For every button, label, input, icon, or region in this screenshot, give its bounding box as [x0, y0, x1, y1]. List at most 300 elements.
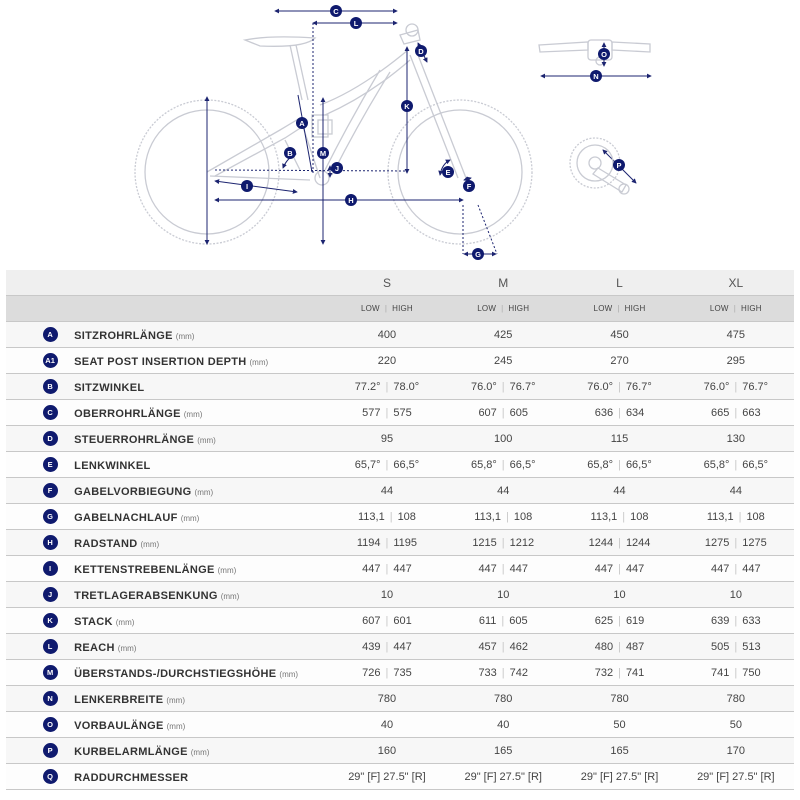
- value-cell: [329, 374, 445, 400]
- low-value: 10: [497, 588, 510, 601]
- value-cell: [329, 400, 445, 426]
- row-label: LENKWINKEL: [74, 459, 151, 472]
- high-value: 66,5°: [625, 458, 652, 471]
- value-cell: [561, 660, 677, 686]
- low-value: 44: [380, 484, 394, 497]
- separator: |: [501, 380, 505, 393]
- low-value: 447: [362, 562, 381, 575]
- separator: |: [385, 458, 389, 471]
- low-value: 425: [494, 328, 513, 341]
- diagram-badge-m: [317, 147, 329, 159]
- dimension-badge: P: [43, 743, 58, 758]
- separator: |: [618, 614, 621, 627]
- row-label-cell: [74, 374, 329, 400]
- value-cell: [445, 634, 561, 660]
- table-row: [6, 738, 794, 764]
- row-label-cell: [74, 660, 329, 686]
- high-value: 66,5°: [393, 458, 420, 471]
- row-label-cell: [74, 738, 329, 764]
- value-cell: [329, 530, 445, 556]
- svg-text:E: E: [445, 167, 451, 177]
- badge-cell: [6, 660, 74, 686]
- low-value: 65,8°: [587, 458, 614, 471]
- value-cell: [445, 764, 561, 790]
- high-value: 108: [746, 510, 765, 523]
- high-label: HIGH: [740, 304, 762, 313]
- table-row: [6, 634, 794, 660]
- low-value: 10: [380, 588, 394, 601]
- low-value: 115: [610, 432, 629, 445]
- badge-cell: [6, 400, 74, 426]
- high-value: 487: [625, 640, 645, 653]
- separator: |: [734, 640, 738, 653]
- high-value: 66,5°: [509, 458, 536, 471]
- value-cell: [561, 348, 677, 374]
- row-unit: (mm): [117, 643, 137, 653]
- low-value: 665: [711, 406, 730, 419]
- row-label: VORBAULÄNGE: [74, 719, 164, 732]
- row-label: STEUERROHRLÄNGE: [74, 433, 195, 446]
- value-cell: [329, 426, 445, 452]
- badge-cell: [6, 530, 74, 556]
- high-value: 447: [509, 562, 529, 575]
- row-unit: (mm): [183, 409, 203, 419]
- table-row: [6, 712, 794, 738]
- low-value: 29" [F] 27.5" [R]: [464, 770, 542, 783]
- low-value: 50: [613, 718, 626, 731]
- value-cell: [678, 400, 794, 426]
- badge-cell: [6, 556, 74, 582]
- row-label-cell: [74, 530, 329, 556]
- low-label: LOW: [360, 304, 380, 313]
- value-cell: [329, 712, 445, 738]
- high-value: 447: [393, 640, 412, 653]
- dimension-badge: L: [43, 639, 58, 654]
- value-cell: [329, 738, 445, 764]
- value-cell: [561, 426, 677, 452]
- value-cell: [329, 764, 445, 790]
- low-value: 457: [478, 640, 497, 653]
- low-value: 76.0°: [587, 380, 614, 393]
- high-value: 108: [630, 510, 649, 523]
- value-cell: [678, 426, 794, 452]
- separator: |: [385, 666, 389, 679]
- value-cell: [329, 322, 445, 348]
- row-label-cell: [74, 504, 329, 530]
- high-value: 735: [393, 666, 412, 679]
- separator: |: [618, 458, 621, 471]
- value-cell: [678, 374, 794, 400]
- high-value: 108: [513, 510, 533, 523]
- value-cell: [445, 582, 561, 608]
- table-row: [6, 348, 794, 374]
- dimension-badge: C: [43, 405, 58, 420]
- value-cell: [329, 452, 445, 478]
- row-label-cell: [74, 426, 329, 452]
- table-row: [6, 608, 794, 634]
- badge-cell: [6, 608, 74, 634]
- diagram-badge-g: [472, 248, 484, 260]
- low-value: 44: [613, 484, 626, 497]
- dimension-badge: G: [43, 509, 58, 524]
- svg-text:O: O: [601, 49, 607, 59]
- dimension-badge: M: [43, 665, 58, 680]
- value-cell: [329, 686, 445, 712]
- value-cell: [445, 556, 561, 582]
- high-label: HIGH: [508, 304, 530, 313]
- high-value: 605: [509, 406, 529, 419]
- diagram-badge-e: [442, 166, 454, 178]
- table-row: [6, 660, 794, 686]
- diagram-badge-i: [241, 180, 253, 192]
- low-value: 577: [362, 406, 381, 419]
- high-value: 741: [625, 666, 645, 679]
- svg-text:A: A: [299, 118, 305, 128]
- high-label: HIGH: [392, 304, 413, 313]
- dimension-badge: A: [43, 327, 58, 342]
- low-value: 76.0°: [470, 380, 497, 393]
- row-unit: (mm): [217, 565, 237, 575]
- high-value: 447: [625, 562, 645, 575]
- diagram-badge-p: [613, 159, 625, 171]
- low-value: 100: [494, 432, 513, 445]
- separator: |: [734, 406, 738, 419]
- diagram-badge-a: [296, 117, 308, 129]
- separator: |: [385, 380, 389, 393]
- value-cell: [561, 738, 677, 764]
- diagram-badge-h: [345, 194, 357, 206]
- table-row: [6, 504, 794, 530]
- value-cell: [678, 712, 794, 738]
- low-high-header-row: [6, 296, 794, 322]
- value-cell: [561, 764, 677, 790]
- low-value: 165: [610, 744, 629, 757]
- low-value: 607: [478, 406, 497, 419]
- value-cell: [678, 452, 794, 478]
- row-label: KURBELARMLÄNGE: [74, 745, 188, 758]
- diagram-badge-d: [415, 45, 427, 57]
- table-row: [6, 556, 794, 582]
- value-cell: [329, 348, 445, 374]
- low-value: 639: [711, 614, 730, 627]
- svg-text:L: L: [353, 18, 359, 28]
- high-value: 447: [393, 562, 412, 575]
- high-value: 1195: [393, 536, 418, 549]
- low-value: 130: [726, 432, 745, 445]
- value-cell: [678, 322, 794, 348]
- separator: |: [501, 666, 505, 679]
- badge-cell: [6, 738, 74, 764]
- dimension-badge: F: [43, 483, 58, 498]
- low-value: 447: [711, 562, 730, 575]
- svg-text:H: H: [348, 195, 354, 205]
- diagram-badge-c: [330, 5, 342, 17]
- svg-text:F: F: [466, 181, 472, 191]
- low-value: 95: [380, 432, 394, 445]
- separator: |: [389, 510, 393, 523]
- value-cell: [329, 504, 445, 530]
- high-value: 78.0°: [393, 380, 420, 393]
- size-header-row: [6, 270, 794, 296]
- value-cell: [561, 634, 677, 660]
- badge-cell: [6, 764, 74, 790]
- low-value: 40: [380, 718, 394, 731]
- row-label-cell: [74, 322, 329, 348]
- high-value: 108: [397, 510, 416, 523]
- row-label: ÜBERSTANDS-/DURCHSTIEGSHÖHE: [74, 667, 277, 680]
- value-cell: [445, 738, 561, 764]
- svg-text:D: D: [418, 46, 424, 56]
- dimension-badge: B: [43, 379, 58, 394]
- table-row: [6, 478, 794, 504]
- high-value: 462: [509, 640, 529, 653]
- row-label: GABELVORBIEGUNG: [74, 485, 192, 498]
- low-value: 400: [377, 328, 397, 341]
- separator: |: [505, 510, 509, 523]
- high-value: 605: [509, 614, 528, 627]
- value-cell: [561, 582, 677, 608]
- row-unit: (mm): [220, 591, 240, 601]
- high-value: 1244: [625, 536, 651, 549]
- value-cell: [445, 452, 561, 478]
- low-value: 165: [494, 744, 513, 757]
- low-value: 220: [377, 354, 397, 367]
- separator: |: [734, 562, 738, 575]
- row-label: GABELNACHLAUF: [74, 511, 178, 524]
- value-cell: [445, 374, 561, 400]
- dimension-badge: N: [43, 691, 58, 706]
- dimension-badge: J: [43, 587, 58, 602]
- low-value: 780: [377, 692, 397, 705]
- high-value: 575: [393, 406, 412, 419]
- row-unit: (mm): [166, 721, 186, 731]
- separator: |: [385, 640, 389, 653]
- row-label: SEAT POST INSERTION DEPTH: [74, 355, 247, 368]
- row-label: REACH: [74, 641, 115, 654]
- row-label-cell: [74, 452, 329, 478]
- row-unit: (mm): [194, 487, 214, 497]
- diagram-badge-k: [401, 100, 413, 112]
- value-cell: [678, 686, 794, 712]
- low-value: 611: [478, 614, 497, 627]
- separator: |: [617, 304, 620, 313]
- low-value: 44: [729, 484, 742, 497]
- value-cell: [561, 556, 677, 582]
- value-cell: [445, 712, 561, 738]
- separator: |: [733, 304, 736, 313]
- value-cell: [678, 608, 794, 634]
- size-header-xl: XL: [678, 270, 794, 296]
- low-value: 270: [610, 354, 629, 367]
- low-value: 44: [497, 484, 510, 497]
- separator: |: [734, 614, 738, 627]
- separator: |: [384, 304, 388, 313]
- low-value: 732: [594, 666, 614, 679]
- separator: |: [385, 614, 389, 627]
- separator: |: [385, 562, 389, 575]
- low-value: 780: [494, 692, 513, 705]
- row-label: RADDURCHMESSER: [74, 771, 189, 784]
- table-row: [6, 582, 794, 608]
- low-value: 1244: [588, 536, 614, 549]
- separator: |: [618, 380, 621, 393]
- svg-text:G: G: [475, 249, 481, 259]
- value-cell: [445, 686, 561, 712]
- low-value: 77.2°: [354, 380, 381, 393]
- value-cell: [678, 660, 794, 686]
- row-unit: (mm): [175, 331, 195, 341]
- value-cell: [678, 634, 794, 660]
- row-label: SITZWINKEL: [74, 381, 145, 394]
- low-value: 439: [362, 640, 381, 653]
- value-cell: [329, 660, 445, 686]
- low-value: 780: [726, 692, 745, 705]
- low-value: 480: [594, 640, 614, 653]
- badge-cell: [6, 478, 74, 504]
- value-cell: [445, 348, 561, 374]
- table-row: [6, 686, 794, 712]
- low-value: 113,1: [357, 510, 385, 523]
- high-value: 76.7°: [742, 380, 769, 393]
- badge-cell: [6, 504, 74, 530]
- low-value: 607: [362, 614, 381, 627]
- low-high-label: [329, 296, 445, 322]
- svg-text:N: N: [593, 71, 599, 81]
- value-cell: [561, 530, 677, 556]
- table-row: [6, 322, 794, 348]
- low-value: 113,1: [474, 510, 501, 523]
- value-cell: [678, 582, 794, 608]
- separator: |: [385, 536, 389, 549]
- diagram-badge-o: [598, 48, 610, 60]
- value-cell: [561, 322, 677, 348]
- separator: |: [385, 406, 389, 419]
- table-row: [6, 452, 794, 478]
- value-cell: [678, 556, 794, 582]
- high-label: HIGH: [624, 304, 646, 313]
- high-value: 634: [625, 406, 645, 419]
- row-label-cell: [74, 348, 329, 374]
- low-high-label: [445, 296, 561, 322]
- low-value: 65,8°: [703, 458, 730, 471]
- row-label-cell: [74, 478, 329, 504]
- low-value: 113,1: [706, 510, 734, 523]
- low-high-label: [678, 296, 794, 322]
- low-value: 113,1: [590, 510, 618, 523]
- low-high-label: [561, 296, 677, 322]
- badge-cell: [6, 634, 74, 660]
- row-label-cell: [74, 400, 329, 426]
- value-cell: [445, 504, 561, 530]
- separator: |: [501, 562, 505, 575]
- value-cell: [678, 504, 794, 530]
- low-value: 625: [594, 614, 614, 627]
- low-label: LOW: [593, 304, 613, 313]
- dimension-badge: Q: [43, 769, 58, 784]
- value-cell: [561, 374, 677, 400]
- value-cell: [561, 400, 677, 426]
- bike-geometry-diagram: [0, 0, 800, 268]
- table-row: [6, 374, 794, 400]
- row-label: RADSTAND: [74, 537, 138, 550]
- separator: |: [501, 458, 505, 471]
- row-unit: (mm): [140, 539, 160, 549]
- value-cell: [561, 608, 677, 634]
- separator: |: [501, 536, 505, 549]
- separator: |: [618, 406, 621, 419]
- diagram-badge-b: [284, 147, 296, 159]
- row-unit: (mm): [279, 669, 299, 679]
- diagram-badge-n: [590, 70, 602, 82]
- svg-text:B: B: [287, 148, 293, 158]
- row-label-cell: [74, 556, 329, 582]
- value-cell: [678, 764, 794, 790]
- value-cell: [329, 634, 445, 660]
- value-cell: [329, 478, 445, 504]
- value-cell: [678, 478, 794, 504]
- value-cell: [445, 608, 561, 634]
- high-value: 663: [742, 406, 761, 419]
- handlebar-detail: [539, 40, 650, 65]
- row-label: SITZROHRLÄNGE: [74, 329, 173, 342]
- svg-text:I: I: [245, 181, 249, 191]
- badge-cell: [6, 426, 74, 452]
- value-cell: [561, 712, 677, 738]
- value-cell: [329, 556, 445, 582]
- value-cell: [329, 608, 445, 634]
- separator: |: [622, 510, 626, 523]
- row-label-cell: [74, 582, 329, 608]
- value-cell: [678, 530, 794, 556]
- svg-text:K: K: [404, 101, 410, 111]
- low-value: 741: [711, 666, 730, 679]
- dimension-badge: I: [43, 561, 58, 576]
- high-value: 1275: [742, 536, 767, 549]
- badge-cell: [6, 582, 74, 608]
- geometry-table: [6, 270, 794, 790]
- table-row: [6, 764, 794, 790]
- low-value: 726: [362, 666, 381, 679]
- badge-cell: [6, 712, 74, 738]
- low-value: 447: [478, 562, 497, 575]
- separator: |: [501, 304, 504, 313]
- table-row: [6, 400, 794, 426]
- value-cell: [445, 660, 561, 686]
- value-cell: [445, 322, 561, 348]
- high-value: 513: [742, 640, 761, 653]
- high-value: 447: [742, 562, 761, 575]
- row-label: STACK: [74, 615, 113, 628]
- low-label: LOW: [477, 304, 497, 313]
- bike-outline: [135, 24, 532, 244]
- low-value: 733: [478, 666, 497, 679]
- low-value: 505: [711, 640, 730, 653]
- low-value: 29" [F] 27.5" [R]: [697, 770, 775, 783]
- low-value: 295: [726, 354, 745, 367]
- high-value: 76.7°: [625, 380, 652, 393]
- svg-text:M: M: [319, 148, 327, 158]
- separator: |: [734, 458, 738, 471]
- dimension-badge: O: [43, 717, 58, 732]
- dimension-badge: E: [43, 457, 58, 472]
- high-value: 633: [742, 614, 761, 627]
- separator: |: [738, 510, 742, 523]
- low-value: 1275: [704, 536, 730, 549]
- separator: |: [734, 536, 738, 549]
- high-value: 66,5°: [742, 458, 769, 471]
- row-label-cell: [74, 764, 329, 790]
- low-value: 65,8°: [470, 458, 497, 471]
